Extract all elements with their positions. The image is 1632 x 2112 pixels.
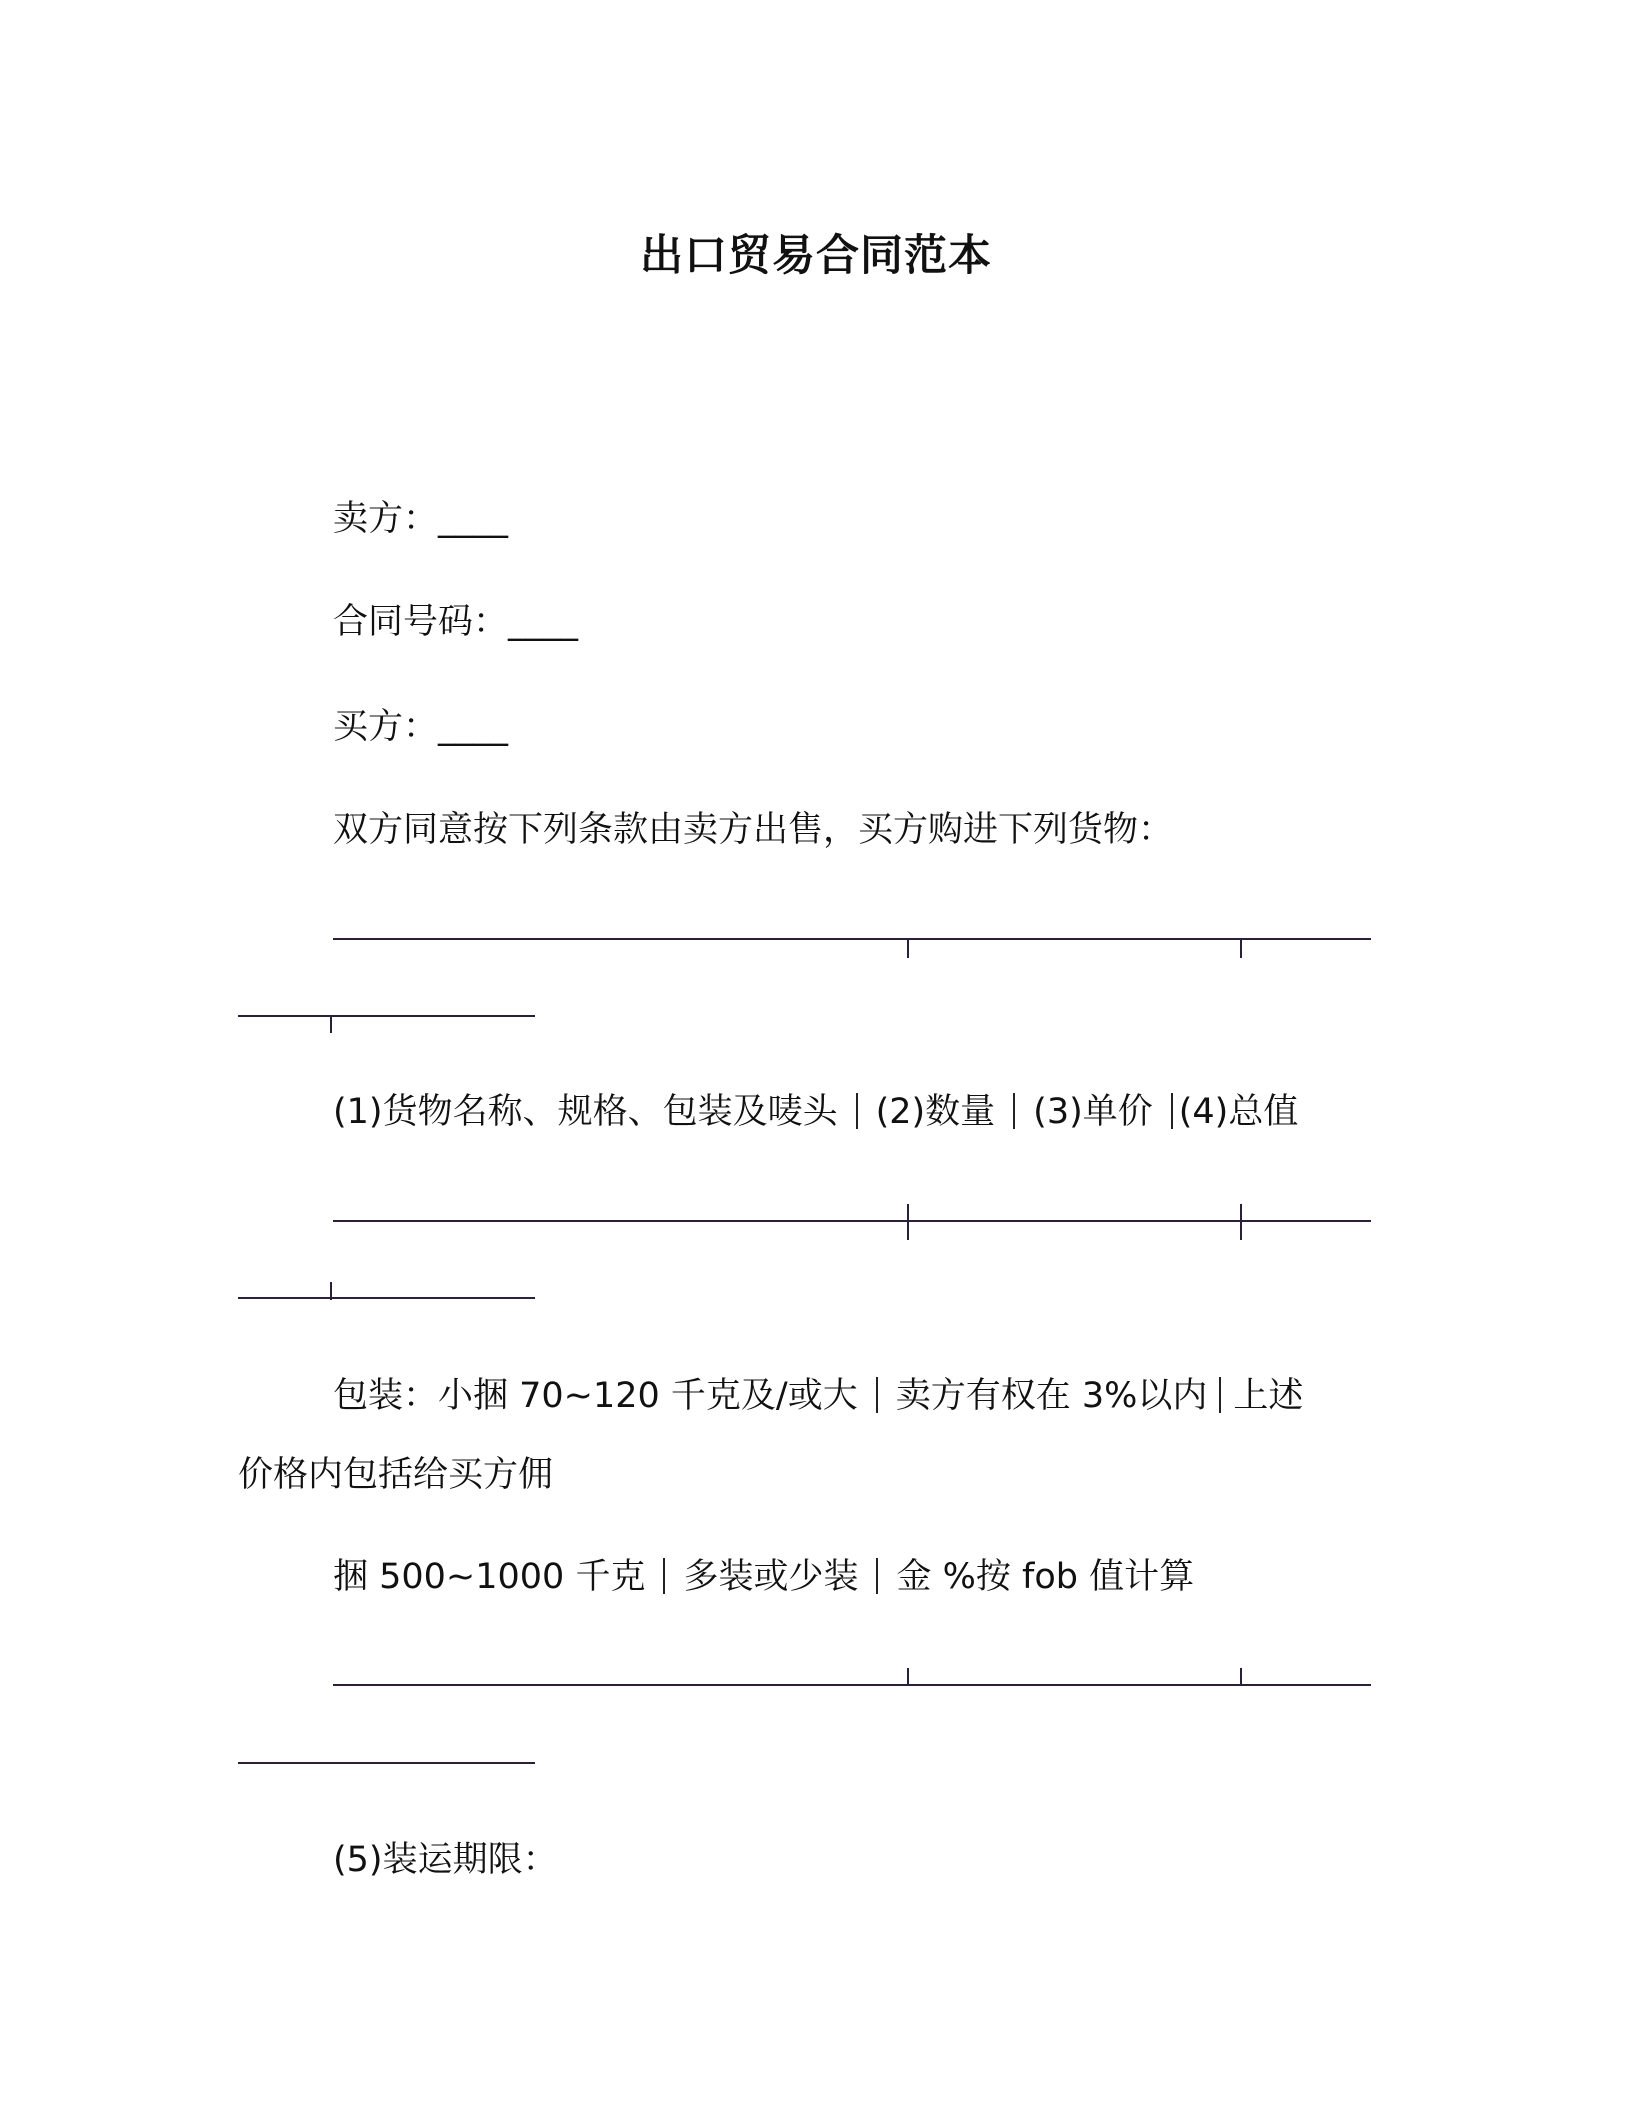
table-header-row — [333, 1090, 1298, 1134]
table-column-tick — [330, 1282, 332, 1300]
quantity-tolerance: 卖方有权在 3%以内 — [895, 1376, 1208, 1416]
column-separator — [1171, 1093, 1173, 1129]
column-separator — [1013, 1093, 1015, 1129]
packing-row-wrap: 价格内包括给买方佣 — [238, 1455, 554, 1495]
quantity-tolerance-2: 多装或少装 — [683, 1557, 859, 1597]
table-column-tick — [907, 938, 909, 958]
header-goods-description: (1)货物名称、规格、包装及唛头 — [333, 1092, 838, 1132]
table-rule — [238, 1015, 535, 1017]
commission-note: 金 %按 fob 值计算 — [896, 1557, 1195, 1597]
contract-number-field: 合同号码：____ — [333, 602, 579, 642]
table-rule — [333, 938, 1371, 940]
column-separator — [1219, 1377, 1221, 1413]
table-rule — [238, 1297, 535, 1299]
header-quantity: (2)数量 — [875, 1092, 996, 1132]
packing-row — [333, 1374, 1303, 1418]
header-unit-price: (3)单价 — [1033, 1092, 1153, 1132]
table-column-tick — [907, 1204, 909, 1240]
seller-field: 卖方：____ — [333, 499, 509, 539]
packing-row-2 — [333, 1555, 1194, 1599]
table-rule — [238, 1762, 535, 1764]
header-total-value: (4)总值 — [1178, 1092, 1299, 1132]
packing-description-2: 捆 500~1000 千克 — [333, 1557, 646, 1597]
table-column-tick — [1240, 938, 1242, 958]
document-title: 出口贸易合同范本 — [640, 231, 992, 281]
shipment-period: (5)装运期限： — [333, 1840, 558, 1880]
agreement-statement: 双方同意按下列条款由卖方出售，买方购进下列货物： — [333, 810, 1174, 850]
table-column-tick — [330, 1015, 332, 1033]
column-separator — [856, 1093, 858, 1129]
column-separator — [876, 1558, 878, 1594]
price-note: 上述 — [1233, 1376, 1304, 1416]
packing-description: 包装：小捆 70~120 千克及/或大 — [333, 1376, 858, 1416]
table-rule — [333, 1220, 1371, 1222]
table-column-tick — [907, 1668, 909, 1686]
table-column-tick — [1240, 1204, 1242, 1240]
column-separator — [876, 1377, 878, 1413]
buyer-field: 买方：____ — [333, 707, 509, 747]
table-column-tick — [1240, 1668, 1242, 1686]
column-separator — [663, 1558, 665, 1594]
table-rule — [333, 1684, 1371, 1686]
